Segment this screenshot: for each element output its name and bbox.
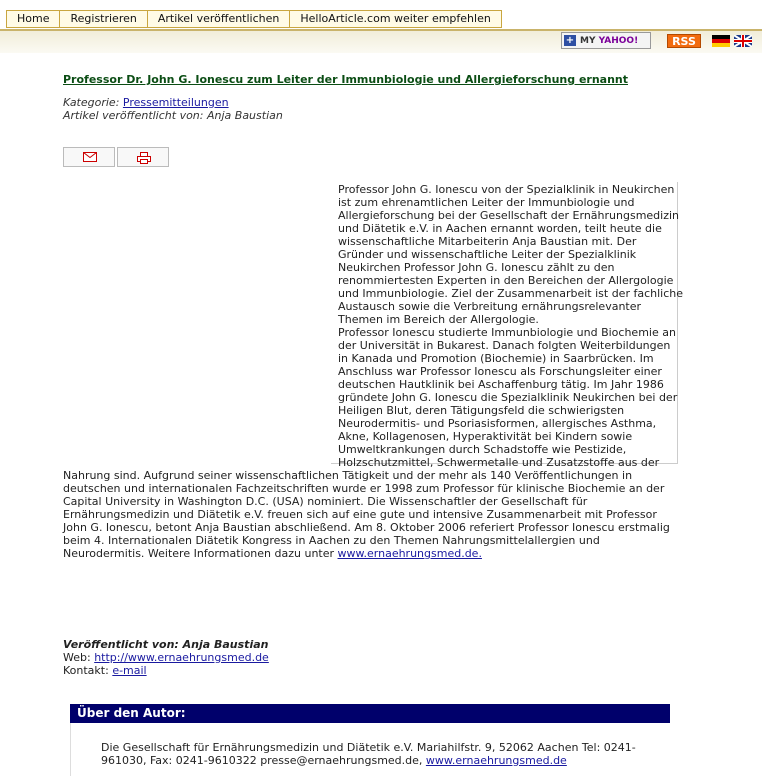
rss-button[interactable]: RSS [667, 34, 701, 48]
add-to-my-yahoo-button[interactable] [561, 32, 651, 49]
nav-home[interactable]: Home [7, 11, 60, 27]
nav-publish-article[interactable]: Artikel veröffentlichen [148, 11, 291, 27]
publisher-info [63, 638, 269, 677]
nav-bar [6, 10, 502, 28]
top-navigation [0, 0, 762, 31]
article-meta [63, 96, 283, 122]
myyahoo-prefix: MY [580, 36, 596, 46]
author-description: Die Gesellschaft für Ernährungsmedizin und Diätetik e.V. Mariahilfstr. 9, 52062 Aachen Tel: 0241-961030, Fax: 0241-9610322 presse@ernaehrungsmed.de, [101, 741, 636, 767]
article-paragraph-1: Professor John G. Ionescu von der Spezialklinik in Neukirchen ist zum ehrenamtlichen Leiter der Immunbiologie und Allergieforschung bei der Gesellschaft der Ernährungsmedizin und Diätetik e.V. in Aachen ernannt worden, teilt heute die wissenschaftliche Mitarbeiterin Anja Baustian mit. Der Gründer und wissenschaftliche Leiter der Spezialklinik Neukirchen Professor John G. Ionescu zählt zu den renommiertesten Experten in den Bereichen der Allergologie und Immunbiologie. Ziel der Zusammenarbeit ist der fachliche Austausch sowie die Verbreitung ernährungsrelevanter Themen im Bereich der Allergologie. [338, 183, 684, 326]
english-flag-icon[interactable] [734, 35, 752, 47]
author-heading: Über den Autor: [70, 704, 670, 723]
article-body [63, 183, 683, 560]
german-flag-icon[interactable] [712, 35, 730, 47]
nav-register[interactable]: Registrieren [60, 11, 147, 27]
envelope-icon [83, 152, 97, 162]
plus-icon: + [565, 35, 575, 46]
category-link[interactable]: Pressemitteilungen [122, 96, 229, 109]
tool-row [0, 31, 762, 53]
publisher-label: Veröffentlicht von: Anja Baustian [63, 638, 269, 651]
publisher-web-link[interactable]: http://www.ernaehrungsmed.de [94, 651, 269, 664]
category-label: Kategorie: [63, 96, 120, 109]
myyahoo-brand: YAHOO! [598, 36, 639, 46]
web-label: Web: [63, 651, 91, 664]
author-text [101, 741, 661, 767]
print-button[interactable] [117, 147, 169, 167]
contact-label: Kontakt: [63, 664, 109, 677]
article-title[interactable]: Professor Dr. John G. Ionescu zum Leiter der Immunbiologie und Allergieforschung ernannt [63, 73, 629, 86]
author-web-link[interactable]: www.ernaehrungsmed.de [425, 754, 567, 767]
article-web-link[interactable]: www.ernaehrungsmed.de. [337, 547, 482, 560]
printer-icon [137, 152, 151, 164]
article-actions [63, 147, 171, 167]
published-by: Artikel veröffentlicht von: Anja Baustian [63, 109, 283, 122]
publisher-email-link[interactable]: e-mail [112, 664, 147, 677]
article-paragraph-2: Professor Ionescu studierte Immunbiologie und Biochemie an der Universität in Bukarest. Danach folgten Weiterbildungen in Kanada und Promotion (Biochemie) in Saarbrücken. Im Anschluss war Professor Ionescu als Forschungsleiter einer deutschen Hautklinik bei Aschaffenburg tätig. Im Jahr 1986 gründete John G. Ionescu die Spezialklinik Neukirchen bei der Heiligen Blut, deren Tätigungsfeld die schwierigsten Neurodermitis- und Psoriasisformen, allergisches Asthma, Akne, Kollagenosen, Hyperaktivität bei Kindern sowie Umweltkrankungen durch Schadstoffe wie Pestizide, Holzschutzmittel, Schwermetalle und Zusatzstoffe aus der Nahrung sind. Aufgrund seiner wissenschaftlichen Tätigkeit und der mehr als 140 Veröffentlichungen in deutschen und internationalen Fachzeitschriften wurde er 1998 zum Professor für klinische Biochemie an der Capital University in Washington D.C. (USA) nominiert. Die Wissenschaftler der Gesellschaft für Ernährungsmedizin und Diätetik e.V. freuen sich auf eine gute und intensive Zusammenarbeit mit Professor John G. Ionescu, betont Anja Baustian abschließend. Am 8. Oktober 2006 referiert Professor Ionescu erstmalig beim 4. Internationalen Diätetik Kongress in Aachen zu den Themen Nahrungsmittelallergien und Neurodermitis. Weitere Informationen dazu unter [63, 326, 678, 560]
email-button[interactable] [63, 147, 115, 167]
nav-recommend[interactable]: HelloArticle.com weiter empfehlen [300, 12, 491, 25]
